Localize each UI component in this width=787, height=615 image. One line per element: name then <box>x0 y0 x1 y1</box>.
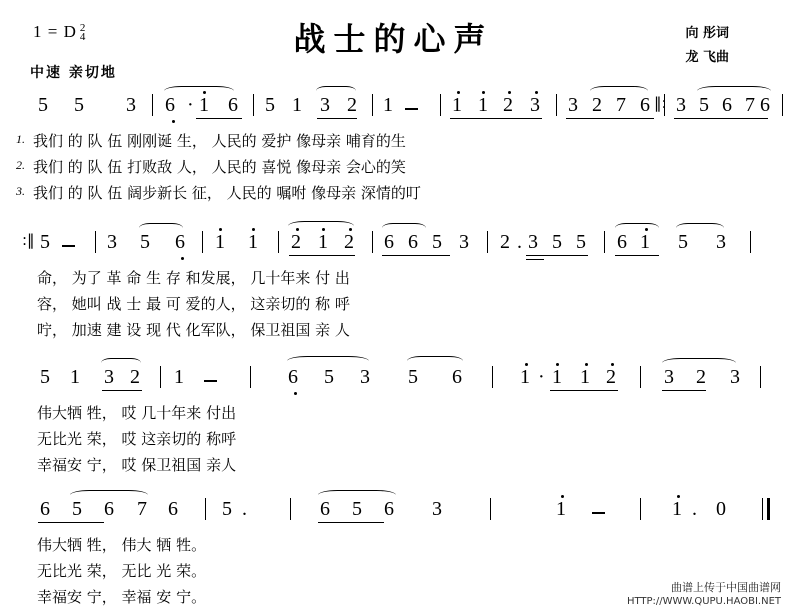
lyric-text: 咛， 加速 建 设 现 代 化军队， 保卫祖国 亲 人 <box>37 321 350 339</box>
upper-octave-dot <box>535 91 538 94</box>
slur <box>318 490 396 500</box>
note: 3 <box>568 94 578 116</box>
final-barline-thin <box>762 498 763 520</box>
note: 6 <box>384 231 394 253</box>
note: 5 <box>140 231 150 253</box>
slur <box>70 490 148 500</box>
barline <box>290 498 291 520</box>
note: 6 <box>175 231 185 253</box>
slur <box>288 221 354 231</box>
note: 3 <box>716 231 726 253</box>
note: 1 <box>248 231 258 253</box>
barline <box>487 231 488 253</box>
system-3-lyric-3 <box>0 454 787 480</box>
beam-line <box>382 255 450 256</box>
lyric-text: 容， 她叫 战 士 最 可 爱的人， 这亲切的 称 呼 <box>37 295 350 313</box>
note: 3 <box>730 366 740 388</box>
time-signature-top: 2 <box>79 22 87 34</box>
system-2-lyric-3 <box>0 319 787 345</box>
note: 2 <box>503 94 513 116</box>
final-barline-thick <box>767 498 770 520</box>
upper-octave-dot <box>508 91 511 94</box>
note: 6 <box>452 366 462 388</box>
beam-line <box>38 522 104 523</box>
lyric-text: 伟大牺 牲， 哎 几十年来 付出 <box>37 404 237 422</box>
slur <box>590 86 648 96</box>
note: 1 <box>478 94 488 116</box>
note: 6 <box>722 94 732 116</box>
lyric-text: 我们 的 队 伍 阔步新长 征， 人民的 嘱咐 像母亲 深情的叮 <box>33 184 421 202</box>
slur <box>676 223 724 233</box>
barline <box>250 366 251 388</box>
page-title: 战士的心声 <box>293 20 494 58</box>
barline <box>782 94 783 116</box>
beam-line <box>674 118 768 119</box>
beam-line <box>196 118 242 119</box>
note: 5 <box>352 498 362 520</box>
slur <box>697 86 771 96</box>
note: 1 <box>199 94 209 116</box>
note: 3 <box>360 366 370 388</box>
note: 6 <box>640 94 650 116</box>
system-2 <box>0 225 787 345</box>
barline <box>640 498 641 520</box>
beam-line <box>450 118 542 119</box>
note: 6 <box>40 498 50 520</box>
note: 1 <box>640 231 650 253</box>
slur <box>101 358 141 368</box>
repeat-sign: ‖: <box>654 94 667 112</box>
lyric-text: 命， 为了 革 命 生 存 和发展， 几十年来 付 出 <box>37 269 350 287</box>
upper-octave-dot <box>525 363 528 366</box>
note: 6 <box>165 94 175 116</box>
note: 5 <box>40 231 50 253</box>
note: 6 <box>384 498 394 520</box>
upper-octave-dot <box>561 495 564 498</box>
lyric-text: 无比光 荣， 哎 这亲切的 称呼 <box>37 430 237 448</box>
note: 6 <box>288 366 298 388</box>
note: 1 <box>383 94 393 116</box>
note: 1 <box>520 366 530 388</box>
note: . <box>242 498 247 520</box>
note: 5 <box>576 231 586 253</box>
barline <box>760 366 761 388</box>
note: · <box>538 366 545 388</box>
upper-octave-dot <box>457 91 460 94</box>
note: 1 <box>70 366 80 388</box>
beam-line <box>526 259 544 260</box>
note: 2 <box>291 231 301 253</box>
note: 3 <box>676 94 686 116</box>
note: 7 <box>137 498 147 520</box>
slur <box>139 223 183 233</box>
barline <box>640 366 641 388</box>
note: 1 <box>292 94 302 116</box>
sustain-dash <box>592 512 605 514</box>
beam-line <box>526 255 588 256</box>
system-3 <box>0 360 787 480</box>
note: 5 <box>74 94 84 116</box>
sustain-dash <box>405 108 418 110</box>
note: 1 <box>580 366 590 388</box>
lyric-text: 我们 的 队 伍 打败敌 人， 人民的 喜悦 像母亲 会心的笑 <box>33 158 406 176</box>
note: 2 <box>696 366 706 388</box>
lower-octave-dot <box>294 392 297 395</box>
lower-octave-dot <box>181 257 184 260</box>
barline <box>205 498 206 520</box>
note: 7 <box>745 94 755 116</box>
note: 5 <box>678 231 688 253</box>
note: 2 <box>344 231 354 253</box>
note: 3 <box>664 366 674 388</box>
slur <box>287 356 369 366</box>
note: 7 <box>616 94 626 116</box>
system-4-lyric-1 <box>0 534 787 560</box>
note: 2 <box>500 231 510 253</box>
system-1-notes <box>0 88 787 130</box>
beam-line <box>289 255 355 256</box>
note: 5 <box>72 498 82 520</box>
note: 6 <box>168 498 178 520</box>
system-2-lyric-1 <box>0 267 787 293</box>
credits <box>685 22 729 70</box>
lyric-text: 我们 的 队 伍 刚刚诞 生， 人民的 爱护 像母亲 哺育的生 <box>33 132 406 150</box>
note: 5 <box>40 366 50 388</box>
note: 1 <box>672 498 682 520</box>
note: 5 <box>432 231 442 253</box>
upper-octave-dot <box>252 228 255 231</box>
beam-line <box>566 118 654 119</box>
footer-credit <box>627 581 781 609</box>
barline <box>160 366 161 388</box>
system-3-lyric-2 <box>0 428 787 454</box>
note: 5 <box>552 231 562 253</box>
system-2-lyric-2 <box>0 293 787 319</box>
note: 3 <box>126 94 136 116</box>
slur <box>662 358 736 368</box>
note: 3 <box>528 231 538 253</box>
barline <box>556 94 557 116</box>
system-3-lyric-1 <box>0 402 787 428</box>
slur <box>164 86 234 96</box>
note: 6 <box>617 231 627 253</box>
barline <box>492 366 493 388</box>
upper-octave-dot <box>611 363 614 366</box>
lyric-text: 幸福安 宁， 哎 保卫祖国 亲人 <box>37 456 237 474</box>
barline <box>278 231 279 253</box>
note: 5 <box>222 498 232 520</box>
system-1-lyric-2 <box>0 156 787 182</box>
slur <box>615 223 659 233</box>
verse-number: 1. <box>16 132 25 146</box>
note: . <box>692 498 697 520</box>
lower-octave-dot <box>172 120 175 123</box>
barline <box>604 231 605 253</box>
system-1 <box>0 88 787 208</box>
verse-number: 2. <box>16 158 25 172</box>
upper-octave-dot <box>482 91 485 94</box>
barline <box>372 231 373 253</box>
note: 1 <box>318 231 328 253</box>
lyric-text: 幸福安 宁， 幸福 安 宁。 <box>37 588 207 606</box>
beam-line <box>318 522 384 523</box>
barline <box>202 231 203 253</box>
beam-line <box>662 390 706 391</box>
footer-url: HTTP://WWW.QUPU.HAOBI.NET <box>626 596 781 607</box>
note: 3 <box>432 498 442 520</box>
lyric-text: 无比光 荣， 无比 光 荣。 <box>37 562 207 580</box>
note: 2 <box>130 366 140 388</box>
note: 5 <box>408 366 418 388</box>
system-2-notes <box>0 225 787 267</box>
note: 3 <box>320 94 330 116</box>
note: 2 <box>592 94 602 116</box>
beam-line <box>317 118 357 119</box>
key-signature-text: 1 = D <box>33 22 77 41</box>
note: 1 <box>174 366 184 388</box>
note: 6 <box>104 498 114 520</box>
upper-octave-dot <box>219 228 222 231</box>
note: 5 <box>324 366 334 388</box>
note: . <box>517 231 522 253</box>
barline <box>152 94 153 116</box>
note: 3 <box>530 94 540 116</box>
slur <box>407 356 463 366</box>
barline <box>95 231 96 253</box>
note: 1 <box>215 231 225 253</box>
note: 3 <box>459 231 469 253</box>
note: 6 <box>408 231 418 253</box>
beam-line <box>102 390 142 391</box>
beam-line <box>550 390 618 391</box>
barline <box>440 94 441 116</box>
tempo-marking: 中速 亲切地 <box>30 65 117 81</box>
system-1-lyric-3 <box>0 182 787 208</box>
upper-octave-dot <box>585 363 588 366</box>
system-1-lyric-1 <box>0 130 787 156</box>
upper-octave-dot <box>677 495 680 498</box>
barline <box>372 94 373 116</box>
beam-line <box>615 255 659 256</box>
note: · <box>187 94 194 116</box>
barline <box>750 231 751 253</box>
note: 0 <box>716 498 726 520</box>
note: 1 <box>452 94 462 116</box>
note: 1 <box>552 366 562 388</box>
lyric-text: 伟大牺 牲， 伟大 牺 牲。 <box>37 536 207 554</box>
system-4-notes <box>0 492 787 534</box>
note: 3 <box>104 366 114 388</box>
note: 3 <box>107 231 117 253</box>
repeat-sign: :‖ <box>22 231 35 249</box>
barline <box>253 94 254 116</box>
note: 2 <box>606 366 616 388</box>
note: 5 <box>699 94 709 116</box>
composer-credit: 龙 飞曲 <box>685 50 729 65</box>
verse-number: 3. <box>16 184 25 198</box>
note: 5 <box>265 94 275 116</box>
note: 1 <box>556 498 566 520</box>
sustain-dash <box>62 245 75 247</box>
upper-octave-dot <box>556 363 559 366</box>
note: 6 <box>228 94 238 116</box>
note: 6 <box>320 498 330 520</box>
system-3-notes <box>0 360 787 402</box>
note: 5 <box>38 94 48 116</box>
slur <box>316 86 356 96</box>
lyricist-credit: 向 彤词 <box>685 26 729 41</box>
note: 2 <box>347 94 357 116</box>
slur <box>382 223 426 233</box>
note: 6 <box>760 94 770 116</box>
footer-credit-text: 曲谱上传于中国曲谱网 <box>671 581 781 594</box>
sustain-dash <box>204 380 217 382</box>
time-signature-bottom: 4 <box>79 31 87 43</box>
barline <box>490 498 491 520</box>
